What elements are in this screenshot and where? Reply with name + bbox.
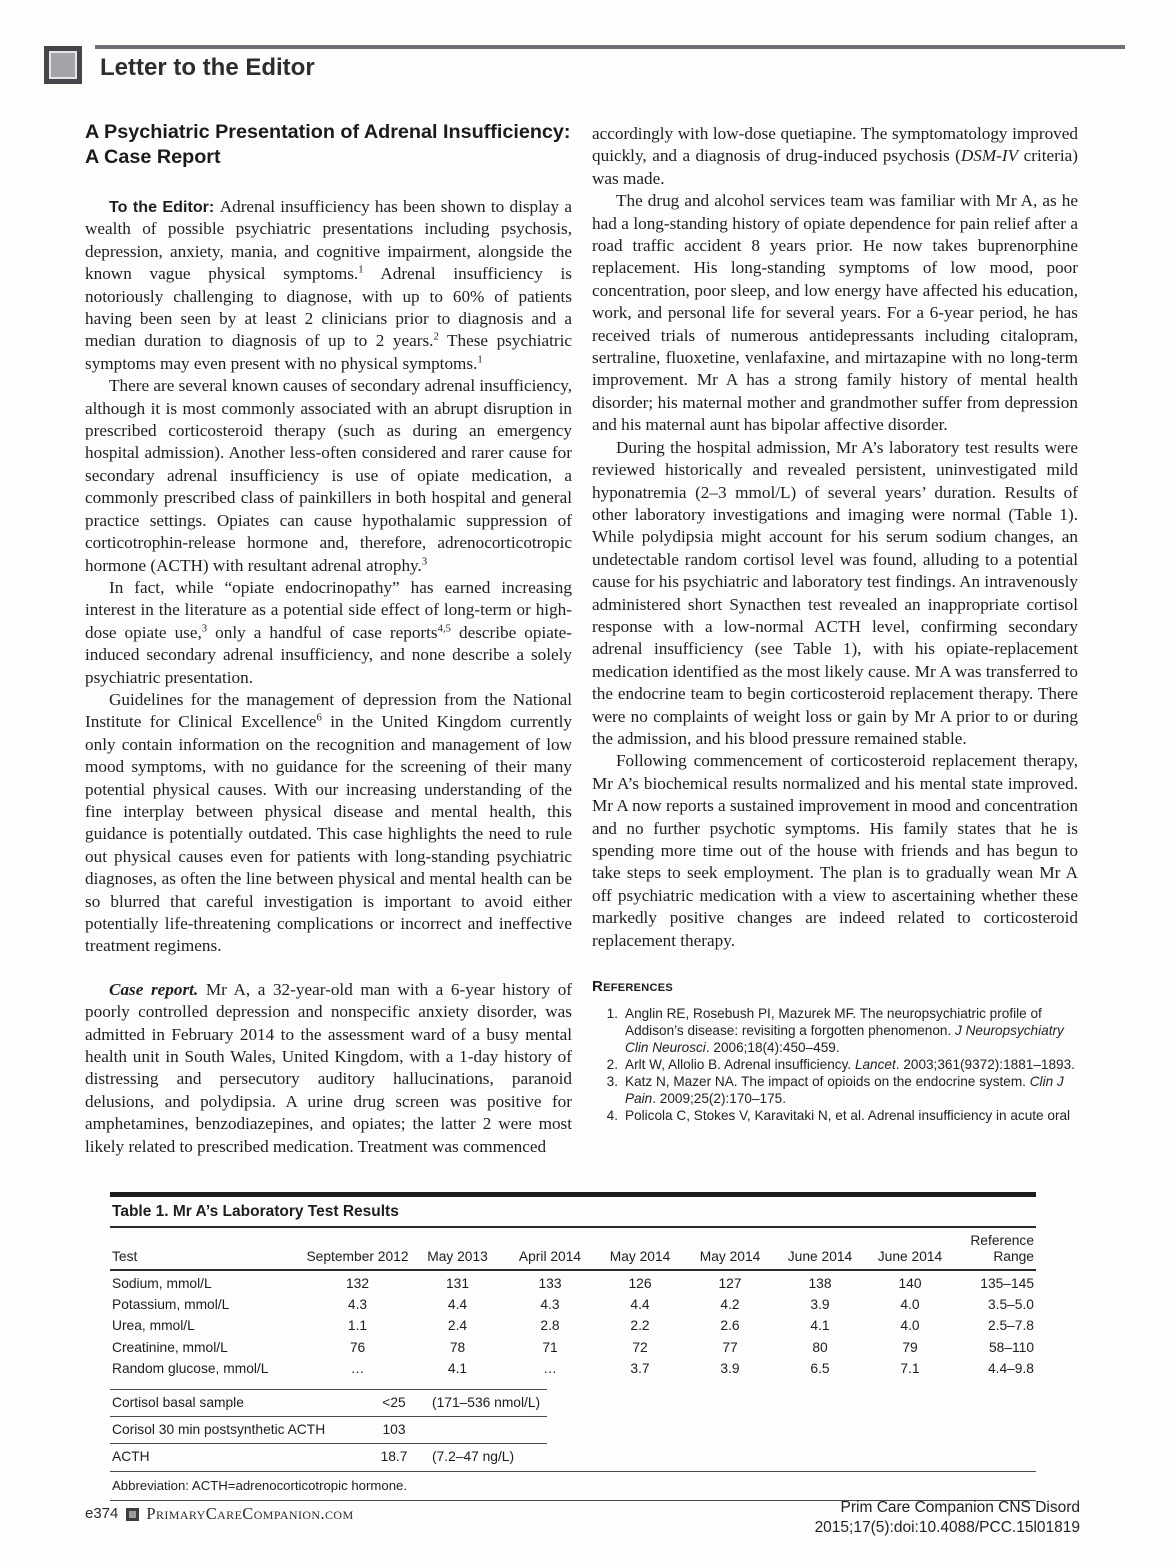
- paragraph-secondary-causes: There are several known causes of secondary adrenal insufficiency, although it is most commonly associated with an abrupt disruption in prescribed corticosteroid therapy (such as during an emergency hospital admission). Another less-often considered and rarer cause for secondary adrenal insufficiency is use of opiate medication, a commonly prescribed class of painkillers in both hospital and general practice settings. Opiates can cause hypothalamic suppression of corticotrophin-release hormone and, therefore, adrenocorticotropic hormone (ACTH) with resultant adrenal atrophy.$^3$: [85, 376, 572, 575]
- references-list: [592, 1005, 1078, 1124]
- column-header-reference-range: Reference Range: [970, 1233, 1034, 1264]
- paragraph-case-report: Case report. Mr A, a 32-year-old man with a 6-year history of poorly controlled depression and nonspecific anxiety disorder, was admitted in February 2014 to the assessment ward of a busy mental health unit in South Wales, United Kingdom, with a 1-day history of distressing and persecutory auditory hallucinations, paranoid delusions, and polydipsia. A urine drug screen was positive for amphetamines, benzodiazepines, and opiates; the latter 2 were most likely related to prescribed medication. Treatment was commenced: [85, 979, 573, 1156]
- references-heading: References: [592, 978, 674, 996]
- table-cortisol-section: [110, 1389, 1036, 1470]
- bullet-square-icon: [126, 1508, 139, 1521]
- lab-results-table: [110, 1192, 1036, 1501]
- table-title: Table 1. Mr A’s Laboratory Test Results: [110, 1197, 1036, 1228]
- column-header: May 2013: [427, 1249, 488, 1264]
- paragraph-guidelines: Guidelines for the management of depression from the National Institute for Clinical Excellence$^6$ in the United Kingdom currently only contain information on the recognition and management of low mood symptoms, with no guidance for the screening of their many potential physical causes. With our increasing understanding of the fine interplay between physical disease and mental health, this guidance is potentially outdated. This case highlights the need to rule out physical causes even for patients with long-standing psychiatric diagnoses, as often the line between physical and mental health can be so blurred that careful investigation is important to avoid either potentially life-threatening complications or incorrect and ineffective treatment regimens.: [85, 689, 572, 956]
- journal-website: PrimaryCareCompanion.com: [146, 1504, 354, 1523]
- column-header: May 2014: [699, 1249, 761, 1264]
- article-title-line2: A Case Report: [85, 146, 221, 168]
- table-row: Creatinine, mmol/L 76 78 71 72 77 80 79 58–110: [112, 1339, 1034, 1355]
- section-square-icon-inner: [49, 51, 77, 79]
- page-number: e374: [85, 1505, 119, 1522]
- column-header: April 2014: [518, 1249, 582, 1264]
- column-header: June 2014: [877, 1249, 943, 1264]
- table-header-row: [110, 1228, 1036, 1271]
- table-footnote: Abbreviation: ACTH=adrenocorticotropic hormone.: [112, 1477, 408, 1493]
- column-header: September 2012: [306, 1249, 409, 1264]
- paragraph-opiate-endocrinopathy: In fact, while “opiate endocrinopathy” has earned increasing interest in the literature as a potential side effect of long-term or high-dose opiate use,$^3$ only a handful of case reports$^{4,5}$ describe opiate-induced secondary adrenal insufficiency, and none describe a solely psychiatric presentation.: [85, 577, 572, 687]
- table-row: Corisol 30 min postsynthetic ACTH 103: [112, 1421, 406, 1437]
- paragraph-following-commencement: Following commencement of corticosteroid replacement therapy, Mr A’s biochemical results normalized and his mental state improved. Mr A now reports a sustained improvement in mood and concentration and no further psychotic symptoms. His family states that he is spending more time out of the house with friends and has begun to take steps to seek employment. The plan is to gradually wean Mr A off psychiatric medication with a view to ascertaining whether these markedly positive changes are indeed related to corticosteroid replacement therapy.: [592, 751, 1078, 950]
- column-header: Test: [112, 1249, 138, 1264]
- table-row: Cortisol basal sample <25 (171–536 nmol/L): [112, 1394, 541, 1410]
- section-square-icon: [44, 46, 82, 84]
- column-header: May 2014: [609, 1249, 671, 1264]
- references-section: [592, 978, 1078, 1124]
- table-footnote-row: [110, 1471, 1036, 1501]
- left-column: [85, 120, 572, 1158]
- article-title: [85, 120, 572, 170]
- article-title-line1: A Psychiatric Presentation of Adrenal Insufficiency:: [85, 121, 571, 143]
- paragraph-to-the-editor: To the Editor: Adrenal insufficiency has been shown to display a wealth of possible psychiatric presentations including psychosis, depression, anxiety, mania, and cognitive impairment, alongside the known vague physical symptoms.$^1$ Adrenal insufficiency is notoriously challenging to diagnose, with up to 60% of patients having been seen by at least 2 clinicians prior to diagnosis and a median duration to diagnosis of up to 2 years.$^2$ These psychiatric symptoms may even present with no physical symptoms.$^1$: [85, 197, 572, 373]
- paragraph-drug-alcohol-team: The drug and alcohol services team was familiar with Mr A, as he had a long-standing history of opiate dependence for pain relief after a road traffic accident 8 years prior. He now takes buprenorphine replacement. His long-standing symptoms of low mood, poor concentration, poor sleep, and low energy have affected his education, work, and personal life for several years. For a 6-year period, he has received trials of numerous antidepressants including citalopram, sertraline, fluoxetine, venlafaxine, and mirtazapine with no long-term improvement. Mr A has a strong family history of mental health disorder; his maternal mother and grandmother suffer from depression and his maternal aunt has bipolar affective disorder.: [592, 191, 1078, 435]
- footer-right: [815, 1498, 1080, 1538]
- reference-item: 1. Anglin RE, Rosebush PI, Mazurek MF. The neuropsychiatric profile of Addison’s disease: revisiting a forgotten phenomenon. J Neuropsychiatry Clin Neurosci. 2006;18(4):450–459.: [606, 1006, 1064, 1056]
- footer-left: [85, 1505, 354, 1523]
- paragraph-hospital-admission: During the hospital admission, Mr A’s laboratory test results were reviewed historically and revealed persistent, uninvestigated mild hyponatremia (2–3 mmol/L) of several years’ duration. Results of other laboratory investigations and imaging were normal (Table 1). While polydipsia might account for his serum sodium changes, an undetectable random cortisol level was found, alluding to a potential cause for his psychiatric and laboratory test findings. An intravenously administered short Synacthen test revealed an inappropriate cortisol response with a low-normal ACTH level, confirming secondary adrenal insufficiency (see Table 1), with his opiate-replacement medication identified as the most likely cause. Mr A was transferred to the endocrine team to begin corticosteroid replacement therapy. There were no complaints of weight loss or gain by Mr A prior to or during the admission, and his blood pressure remained stable.: [592, 437, 1078, 748]
- header-rule: [95, 45, 1125, 49]
- reference-item: 4. Policola C, Stokes V, Karavitaki N, et al. Adrenal insufficiency in acute oral: [606, 1108, 1071, 1124]
- table-body: [110, 1271, 1036, 1380]
- table-row: ACTH 18.7 (7.2–47 ng/L): [112, 1448, 515, 1464]
- journal-citation: 2015;17(5):doi:10.4088/PCC.15l01819: [814, 1519, 1080, 1536]
- reference-item: 2. Arlt W, Allolio B. Adrenal insufficiency. Lancet. 2003;361(9372):1881–1893.: [606, 1057, 1075, 1073]
- right-column: [592, 123, 1078, 1124]
- table-row: Urea, mmol/L 1.1 2.4 2.8 2.2 2.6 4.1 4.0 2.5–7.8: [112, 1318, 1034, 1334]
- table-row: Sodium, mmol/L 132 131 133 126 127 138 140 135–145: [112, 1275, 1034, 1291]
- journal-name: Prim Care Companion CNS Disord: [840, 1499, 1080, 1516]
- reference-item: 3. Katz N, Mazer NA. The impact of opioids on the endocrine system. Clin J Pain. 2009;25(2):170–175.: [606, 1074, 1064, 1107]
- section-label: Letter to the Editor: [100, 54, 315, 81]
- table-row: Potassium, mmol/L 4.3 4.4 4.3 4.4 4.2 3.9 4.0 3.5–5.0: [112, 1297, 1034, 1313]
- table-row: Random glucose, mmol/L … 4.1 … 3.7 3.9 6.5 7.1 4.4–9.8: [112, 1361, 1034, 1377]
- column-header: June 2014: [787, 1249, 853, 1264]
- paragraph-quetiapine: accordingly with low-dose quetiapine. The symptomatology improved quickly, and a diagnosis of drug-induced psychosis (DSM-IV criteria) was made.: [592, 124, 1078, 188]
